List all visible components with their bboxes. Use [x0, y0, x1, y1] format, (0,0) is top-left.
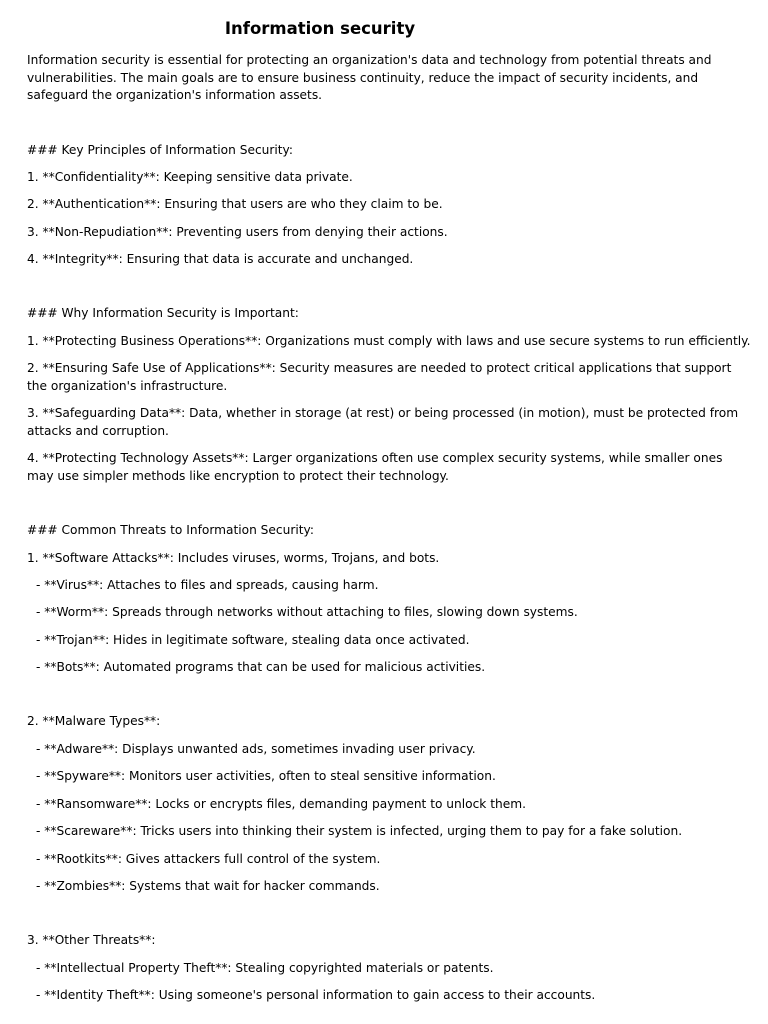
software-attack-item: - **Virus**: Attaches to files and spreads, causing harm.: [36, 578, 379, 592]
malware-type-item: - **Adware**: Displays unwanted ads, sometimes invading user privacy.: [36, 742, 476, 756]
software-attack-item: - **Bots**: Automated programs that can be used for malicious activities.: [36, 660, 486, 674]
malware-type-item: - **Scareware**: Tricks users into thinking their system is infected, urging them to pay for a fake solution.: [36, 824, 683, 838]
other-threats-label: 3. **Other Threats**:: [27, 933, 156, 947]
key-principle-item: 1. **Confidentiality**: Keeping sensitive data private.: [27, 170, 353, 184]
software-attacks-label: 1. **Software Attacks**: Includes viruses, worms, Trojans, and bots.: [27, 551, 440, 565]
why-important-heading: ### Why Information Security is Important:: [27, 306, 299, 320]
intro-paragraph: Information security is essential for protecting an organization's data and technology from potential threats and vulnerabilities. The main goals are to ensure business continuity, reduce the impact of security incidents, and safeguard the organization's information assets.: [27, 53, 712, 102]
malware-type-item: - **Rootkits**: Gives attackers full control of the system.: [36, 852, 381, 866]
why-important-item: 2. **Ensuring Safe Use of Applications**: Security measures are needed to protect critical applications that support the organization's infrastructure.: [27, 361, 732, 393]
other-threat-item: - **Intellectual Property Theft**: Stealing copyrighted materials or patents.: [36, 961, 494, 975]
key-principle-item: 3. **Non-Repudiation**: Preventing users from denying their actions.: [27, 225, 448, 239]
software-attack-item: - **Trojan**: Hides in legitimate software, stealing data once activated.: [36, 633, 470, 647]
software-attack-item: - **Worm**: Spreads through networks without attaching to files, slowing down systems.: [36, 605, 578, 619]
why-important-item: 1. **Protecting Business Operations**: Organizations must comply with laws and use secure systems to run efficiently.: [27, 334, 751, 348]
key-principle-item: 2. **Authentication**: Ensuring that users are who they claim to be.: [27, 197, 443, 211]
document-title: Information security: [224, 19, 416, 38]
malware-types-label: 2. **Malware Types**:: [27, 714, 161, 728]
key-principle-item: 4. **Integrity**: Ensuring that data is accurate and unchanged.: [27, 252, 414, 266]
key-principles-heading: ### Key Principles of Information Security:: [27, 143, 293, 157]
malware-type-item: - **Ransomware**: Locks or encrypts files, demanding payment to unlock them.: [36, 797, 526, 811]
other-threat-item: - **Identity Theft**: Using someone's personal information to gain access to their accounts.: [36, 988, 596, 1002]
malware-type-item: - **Spyware**: Monitors user activities, often to steal sensitive information.: [36, 769, 496, 783]
why-important-item: 3. **Safeguarding Data**: Data, whether in storage (at rest) or being processed (in motion), must be protected from attacks and corruption.: [27, 406, 739, 438]
common-threats-heading: ### Common Threats to Information Security:: [27, 523, 314, 537]
malware-type-item: - **Zombies**: Systems that wait for hacker commands.: [36, 879, 380, 893]
why-important-item: 4. **Protecting Technology Assets**: Larger organizations often use complex security systems, while smaller ones may use simpler methods like encryption to protect their technology.: [27, 451, 723, 483]
